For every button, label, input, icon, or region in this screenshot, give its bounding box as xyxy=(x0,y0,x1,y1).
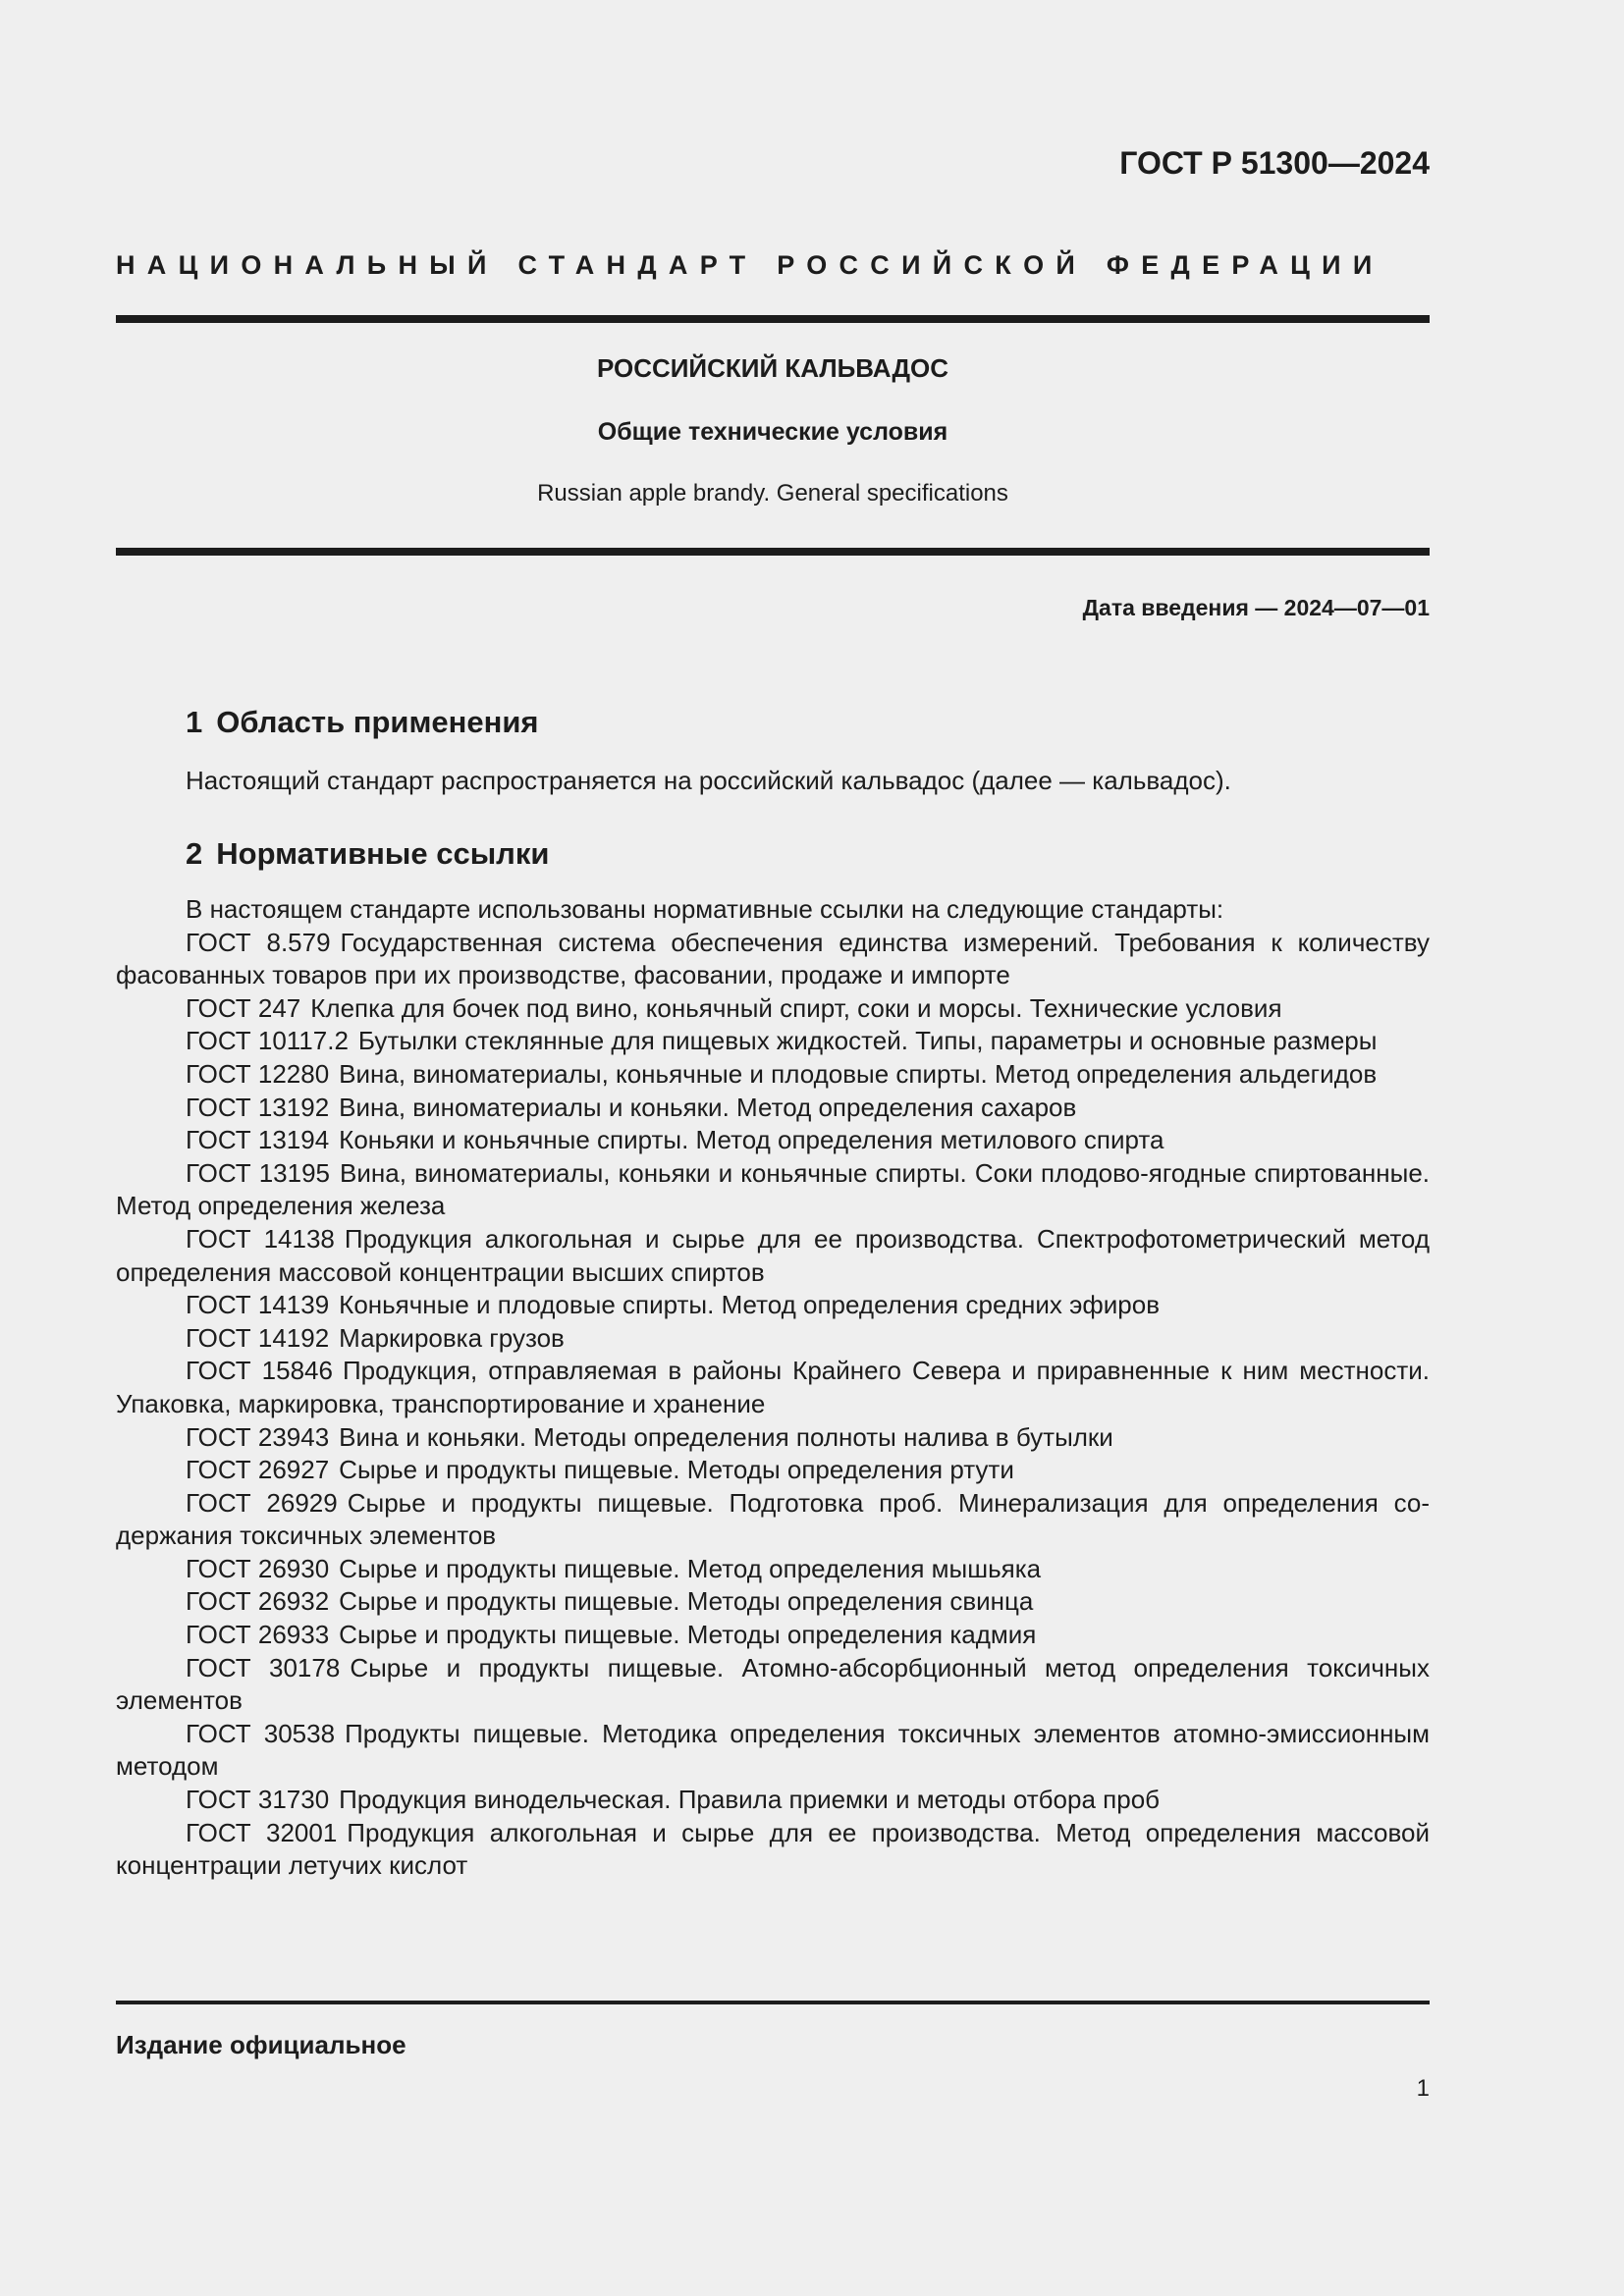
reference-item xyxy=(116,1652,1430,1718)
reference-title: Клепка для бочек под вино, коньячный спирт, соки и морсы. Технические условия xyxy=(310,992,1282,1023)
reference-item xyxy=(116,1025,1430,1058)
section-2-heading xyxy=(186,836,549,872)
reference-item xyxy=(116,1157,1430,1223)
reference-code: ГОСТ 26927 xyxy=(186,1455,330,1485)
reference-title: Продукция, отправляемая в районы Крайнего Севера и приравненные к ним местности. Упаковка, маркировка, транспортирование и хранение xyxy=(116,1356,1430,1418)
reference-title: Вина, виноматериалы, коньяки и коньячные спирты. Соки плодово-ягодные спиртованные. Метод определения железа xyxy=(116,1157,1430,1221)
section-number: 2 xyxy=(186,836,203,871)
reference-title: Бутылки стеклянные для пищевых жидкостей. Типы, параметры и основные размеры xyxy=(357,1026,1378,1056)
references-intro: В настоящем стандарте использованы нормативные ссылки на следующие стандарты: xyxy=(186,894,1224,924)
reference-code: ГОСТ 26933 xyxy=(186,1620,330,1650)
reference-code: ГОСТ 31730 xyxy=(186,1785,330,1815)
footer-rule xyxy=(116,2001,1430,2004)
reference-item xyxy=(116,1487,1430,1553)
reference-code: ГОСТ 13194 xyxy=(186,1125,330,1155)
reference-title: Продукция алкогольная и сырье для ее производства. Метод определения массовой концентрации летучих кислот xyxy=(116,1817,1430,1881)
reference-title: Продукты пищевые. Методика определения токсичных элементов атомно-эмиссионным методом xyxy=(116,1718,1430,1782)
document-code: ГОСТ Р 51300—2024 xyxy=(1119,145,1430,181)
reference-item xyxy=(116,1553,1430,1586)
reference-list xyxy=(116,927,1430,1883)
reference-code: ГОСТ 12280 xyxy=(186,1058,330,1089)
document-subtitle: Общие технические условия xyxy=(597,418,948,446)
national-standard-banner: НАЦИОНАЛЬНЫЙ СТАНДАРТ РОССИЙСКОЙ ФЕДЕРАЦИИ xyxy=(116,250,1384,280)
reference-code: ГОСТ 30178 xyxy=(186,1652,341,1682)
reference-item xyxy=(116,1289,1430,1322)
reference-code: ГОСТ 10117.2 xyxy=(186,1026,349,1056)
reference-code: ГОСТ 14192 xyxy=(186,1322,330,1353)
reference-code: ГОСТ 15846 xyxy=(186,1356,333,1386)
reference-item xyxy=(116,1223,1430,1289)
reference-code: ГОСТ 13192 xyxy=(186,1092,330,1122)
section-title: Нормативные ссылки xyxy=(216,836,550,871)
introduction-date: Дата введения — 2024—07—01 xyxy=(1082,595,1430,620)
reference-title: Вина, виноматериалы и коньяки. Метод определения сахаров xyxy=(339,1092,1077,1122)
reference-item xyxy=(116,1784,1430,1817)
section-title: Область применения xyxy=(216,705,539,739)
reference-code: ГОСТ 23943 xyxy=(186,1421,330,1452)
reference-item xyxy=(116,1092,1430,1125)
document-english-title: Russian apple brandy. General specifications xyxy=(537,480,1008,507)
top-rule xyxy=(116,315,1430,323)
official-edition-label: Издание официальное xyxy=(116,2030,406,2059)
reference-code: ГОСТ 26929 xyxy=(186,1487,338,1518)
reference-title: Продукция винодельческая. Правила приемки и методы отбора проб xyxy=(339,1785,1161,1815)
reference-item xyxy=(116,1585,1430,1619)
document-page xyxy=(116,0,1430,2296)
reference-title: Вина, виноматериалы, коньячные и плодовые спирты. Метод определения альдегидов xyxy=(339,1058,1378,1089)
section-number: 1 xyxy=(186,705,203,739)
reference-title: Продукция алкогольная и сырье для ее производства. Спектрофотометрический метод определения массовой концентрации высших спиртов xyxy=(116,1223,1430,1287)
reference-item xyxy=(116,992,1430,1026)
reference-title: Сырье и продукты пищевые. Метод определения мышьяка xyxy=(339,1553,1042,1583)
reference-item xyxy=(116,1817,1430,1883)
reference-title: Коньяки и коньячные спирты. Метод определения метилового спирта xyxy=(339,1125,1164,1155)
reference-code: ГОСТ 26932 xyxy=(186,1586,330,1617)
reference-code: ГОСТ 8.579 xyxy=(186,927,331,957)
reference-code: ГОСТ 26930 xyxy=(186,1553,330,1583)
reference-title: Государственная система обеспечения единства измерений. Требования к количеству фасованных товаров при их производстве, фасовании, продаже и импорте xyxy=(116,927,1430,990)
reference-item xyxy=(116,1619,1430,1652)
reference-item xyxy=(116,927,1430,992)
reference-item xyxy=(116,1718,1430,1784)
document-title: РОССИЙСКИЙ КАЛЬВАДОС xyxy=(596,353,949,383)
normative-references xyxy=(116,893,1430,1883)
reference-item xyxy=(116,1058,1430,1092)
reference-code: ГОСТ 14138 xyxy=(186,1223,335,1254)
reference-code: ГОСТ 247 xyxy=(186,992,301,1023)
reference-title: Коньячные и плодовые спирты. Метод определения средних эфиров xyxy=(339,1290,1161,1320)
reference-title: Маркировка грузов xyxy=(339,1322,565,1353)
reference-code: ГОСТ 30538 xyxy=(186,1718,336,1748)
reference-title: Сырье и продукты пищевые. Подготовка проб. Минерализация для определения содержания токсичных элементов xyxy=(116,1487,1430,1551)
reference-item xyxy=(116,1124,1430,1157)
reference-code: ГОСТ 13195 xyxy=(186,1157,331,1188)
reference-code: ГОСТ 14139 xyxy=(186,1290,330,1320)
reference-item xyxy=(116,1454,1430,1487)
page-number: 1 xyxy=(1416,2075,1430,2102)
section-1-heading xyxy=(186,705,539,740)
reference-item xyxy=(116,1322,1430,1356)
reference-item xyxy=(116,1421,1430,1455)
reference-title: Сырье и продукты пищевые. Методы определения кадмия xyxy=(339,1620,1037,1650)
reference-item xyxy=(116,1355,1430,1420)
reference-title: Сырье и продукты пищевые. Методы определения свинца xyxy=(339,1586,1034,1617)
reference-title: Вина и коньяки. Методы определения полноты налива в бутылки xyxy=(339,1421,1113,1452)
title-bottom-rule xyxy=(116,548,1430,556)
scope-paragraph: Настоящий стандарт распространяется на российский кальвадос (далее — кальвадос). xyxy=(186,766,1231,795)
reference-title: Сырье и продукты пищевые. Атомно-абсорбционный метод определения токсичных элементов xyxy=(116,1652,1430,1716)
reference-title: Сырье и продукты пищевые. Методы определения ртути xyxy=(339,1455,1014,1485)
reference-code: ГОСТ 32001 xyxy=(186,1817,338,1847)
